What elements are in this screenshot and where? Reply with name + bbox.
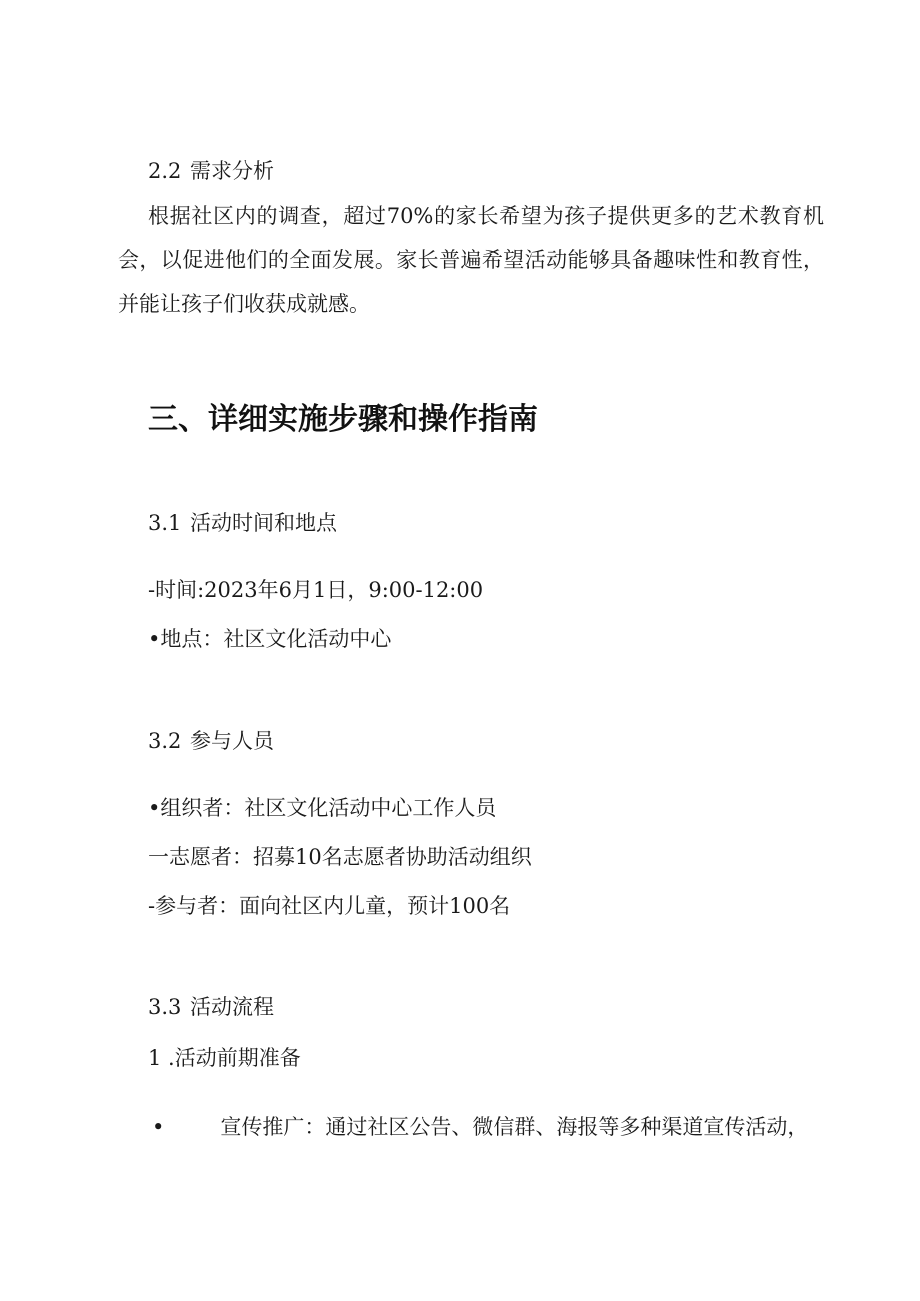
step-1-heading: 1 .活动前期准备	[148, 1046, 301, 1070]
heading-3-2	[148, 731, 274, 752]
list-item-location: •地点：社区文化活动中心	[148, 627, 392, 651]
heading-number: 2.2	[148, 159, 182, 183]
heading-3-3	[148, 997, 274, 1018]
section-3-title: 三、详细实施步骤和操作指南	[148, 402, 538, 437]
heading-number: 3.1	[148, 511, 182, 535]
list-item-participant: -参与者：面向社区内儿童，预计100名	[148, 894, 511, 918]
bullet-marker: •	[152, 1115, 165, 1139]
bullet-item-publicity	[152, 1117, 808, 1138]
heading-number: 3.3	[148, 995, 182, 1019]
heading-number: 3.2	[148, 729, 182, 753]
list-item-time: -时间:2023年6月1日，9:00-12:00	[148, 578, 484, 602]
heading-title: 活动流程	[190, 995, 274, 1019]
bullet-text: 宣传推广：通过社区公告、微信群、海报等多种渠道宣传活动，	[220, 1115, 809, 1139]
list-item-volunteer: 一志愿者：招募10名志愿者协助活动组织	[148, 845, 532, 869]
heading-title: 活动时间和地点	[190, 511, 337, 535]
needs-analysis-paragraph: 根据社区内的调查，超过70%的家长希望为孩子提供更多的艺术教育机会，以促进他们的全面发展。家长普遍希望活动能够具备趣味性和教育性，并能让孩子们收获成就感。	[118, 204, 824, 316]
heading-title: 需求分析	[190, 159, 274, 183]
heading-title: 参与人员	[190, 729, 274, 753]
list-item-organizer: •组织者：社区文化活动中心工作人员	[148, 796, 497, 820]
heading-2-2	[148, 161, 274, 182]
heading-3-1	[148, 513, 337, 534]
